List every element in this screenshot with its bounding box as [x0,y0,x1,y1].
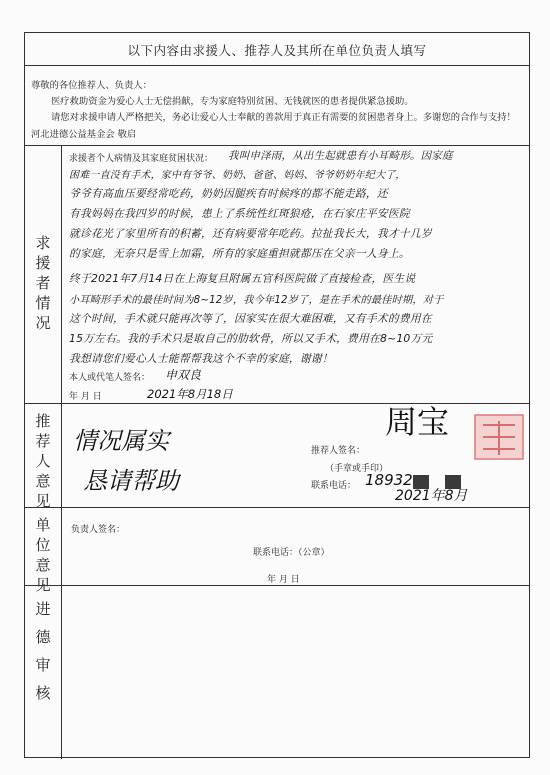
applicant-sign-label: 本人或代笔人签名： [69,373,151,383]
divider [25,507,529,508]
handwriting-line: 小耳畸形手术的最佳时间为8~12岁，我今年12岁了，是在手术的最佳时期，对于 [69,295,444,306]
applicant-date: 2021年8月18日 [147,387,233,401]
intro-signature: 河北进德公益基金会 敬启 [31,128,137,140]
recommender-phone-label: 联系电话： [311,481,357,491]
review-section-label: 进 德 审 核 [35,600,51,702]
handwriting-line: 15万左右。我的手术只是取自己的肋软骨，所以又手术，费用在8~10万元 [69,332,433,345]
divider [25,585,529,586]
handwriting-line: 这个时间，手术就只能再次等了，因家实在很大难困难，又有手术的费用在 [69,312,432,325]
salutation: 尊敬的各位推荐人、负责人： [31,80,152,91]
intro-line-1: 医疗救助资金为爱心人士无偿捐献，专为家庭特别贫困、无钱就医的患者提供紧急援助。 [51,96,414,108]
recommender-signature: 周宝 [385,403,450,441]
handwriting-line: 有我妈妈在我四岁的时候，患上了系统性红斑狼疮，在石家庄平安医院 [69,207,410,220]
handwriting-line: 困难一直没有手术，家中有爷爷、奶奶、爸爸、妈妈、爷爷奶奶年纪大了， [69,170,406,181]
handwriting-line: 终于2021年7月14日在上海复旦附属五官科医院做了直接检查，医生说 [69,272,416,285]
divider [25,403,529,404]
handwriting-line: 的家庭，无奈只是雪上加霜，所有的家庭重担就都压在父亲一人身上。 [69,247,410,260]
form-table [24,32,530,758]
divider [25,65,529,66]
applicant-prompt: 求援者个人病情及其家庭贫困状况： [69,154,214,164]
red-seal-icon [471,411,527,463]
recommender-signature-date: 2021年8月 [395,488,468,504]
handwriting-line: 就诊花光了家里所有的积蓄，还有病要常年吃药。拉扯我长大，我才十几岁 [69,227,432,240]
recommender-sign-label: 推荐人签名： [311,446,366,456]
label-column-divider [61,145,62,759]
handwriting-line: 我叫申泽雨，从出生起就患有小耳畸形。因家庭 [228,150,453,162]
applicant-signature: 申双良 [165,368,202,382]
applicant-date-label: 年 月 日 [69,392,102,402]
unit-phone-label: 联系电话：（公章） [253,548,330,558]
divider [25,145,529,146]
handwriting-line: 爷爷有高血压要经常吃药，奶奶因腿疾有时候疼的都不能走路，还 [69,187,388,200]
handwriting-line: 我想请您们爱心人士能帮帮我这个不幸的家庭，谢谢！ [69,352,333,365]
unit-section-label: 单 位 意 见 [35,516,51,594]
applicant-section-label: 求 援 者 情 况 [35,234,51,332]
intro-line-2: 请您对求援申请人严格把关，务必让爱心人士奉献的善款用于真正有需要的贫困患者身上。多谢您的合作与支持！ [51,112,516,124]
unit-leader-label: 负责人签名： [71,525,126,535]
recommender-section-label: 推 荐 人 意 见 [35,412,51,510]
recommender-opinion-1: 情况属实 [73,427,169,455]
recommender-phone: 18932 [365,471,413,489]
unit-date-label: 年 月 日 [267,575,300,585]
form-title: 以下内容由求援人、推荐人及其所在单位负责人填写 [127,43,427,58]
recommender-sign-note: （手章或手印） [325,464,389,474]
recommender-opinion-2: 恳请帮助 [83,467,179,495]
intro-block [31,78,523,143]
